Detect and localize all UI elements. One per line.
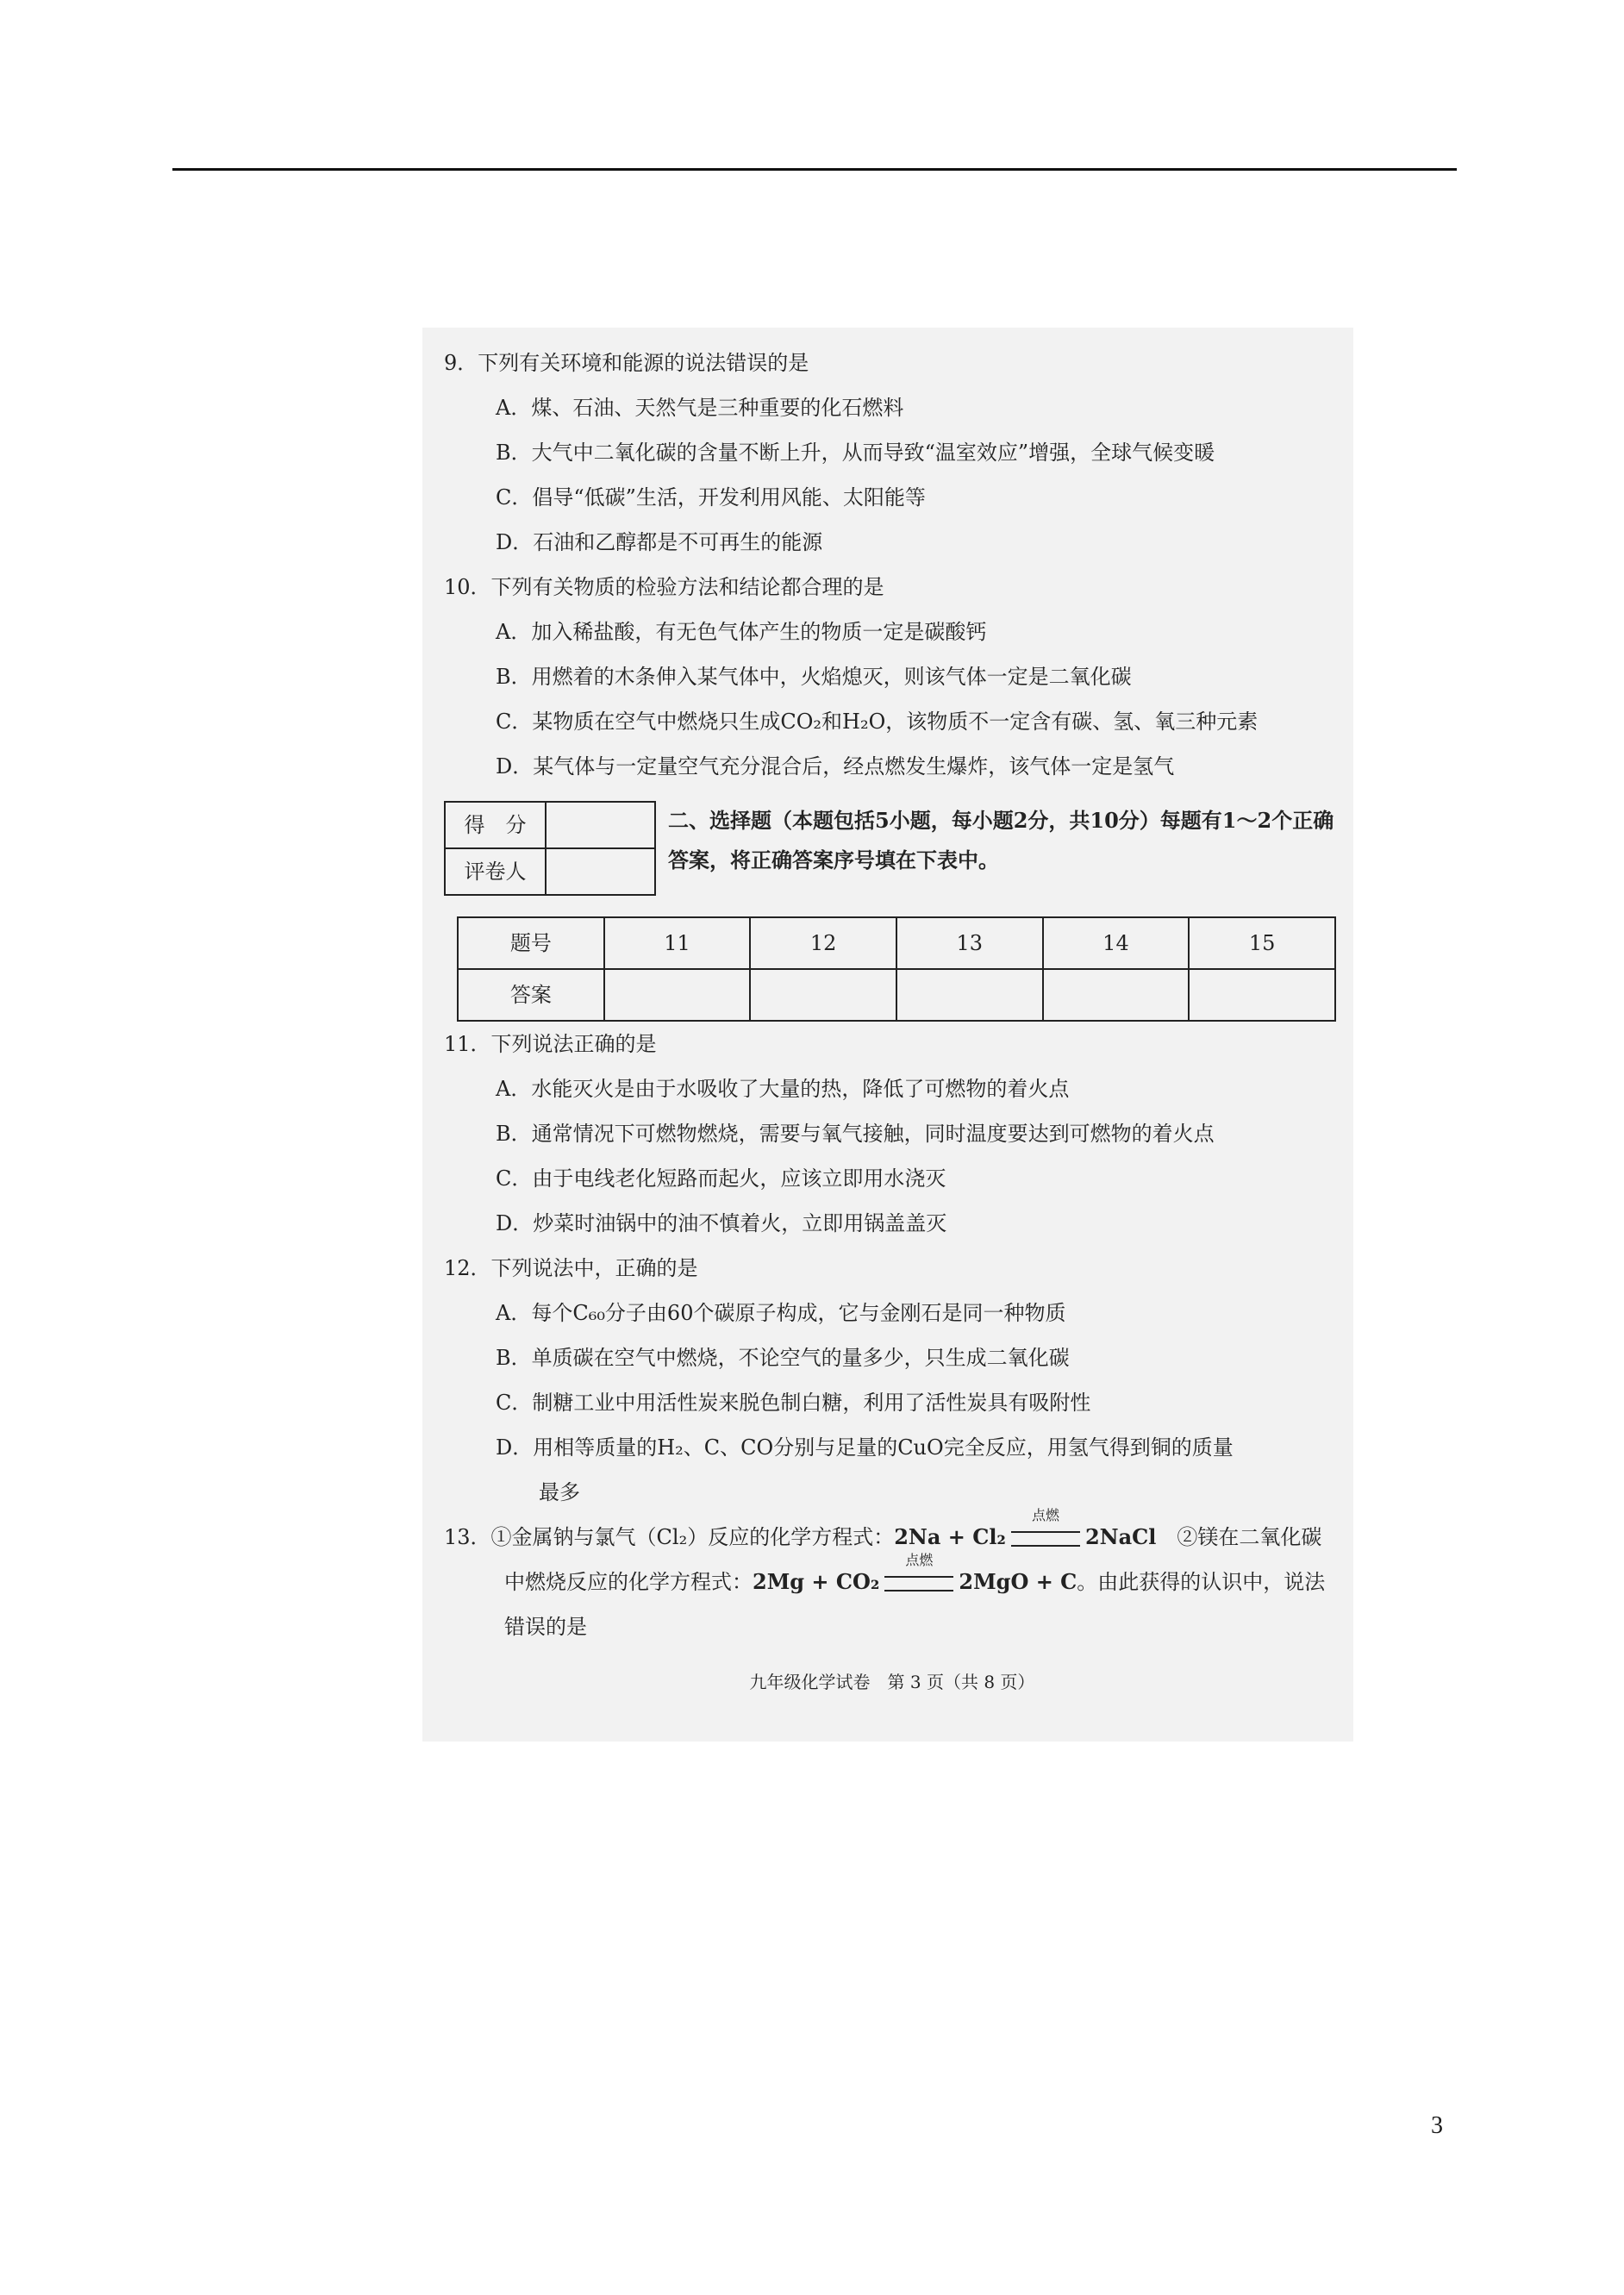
score-box bbox=[444, 801, 656, 896]
q13-text: ②镁在二氧化碳 bbox=[1177, 1525, 1322, 1549]
option-d: D．石油和乙醇都是不可再生的能源 bbox=[496, 530, 823, 554]
option-a: A．加入稀盐酸，有无色气体产生的物质一定是碳酸钙 bbox=[496, 620, 987, 644]
top-rule bbox=[172, 168, 1457, 171]
page-footer: 九年级化学试卷 第 3 页（共 8 页） bbox=[749, 1672, 1035, 1692]
question-stem: 12．下列说法中，正确的是 bbox=[444, 1256, 698, 1280]
answer-cell[interactable] bbox=[604, 969, 751, 1021]
option-c: C．由于电线老化短路而起火，应该立即用水浇灭 bbox=[496, 1166, 946, 1191]
table-row bbox=[458, 917, 1335, 969]
score-label: 得 分 bbox=[445, 802, 546, 848]
score-field[interactable] bbox=[546, 802, 655, 848]
option-c: C．倡导“低碳”生活，开发利用风能、太阳能等 bbox=[496, 485, 926, 510]
answer-table bbox=[457, 916, 1336, 1022]
q13-text: 13．①金属钠与氯气（Cl₂）反应的化学方程式： bbox=[444, 1525, 895, 1549]
reaction-condition: 点燃 bbox=[1031, 1506, 1059, 1523]
option-a: A．每个C₆₀分子由60个碳原子构成，它与金刚石是同一种物质 bbox=[496, 1301, 1066, 1325]
grader-field[interactable] bbox=[546, 848, 655, 895]
option-b: B．通常情况下可燃物燃烧，需要与氧气接触，同时温度要达到可燃物的着火点 bbox=[496, 1122, 1215, 1146]
equation-1-right: 2NaCl bbox=[1084, 1524, 1157, 1549]
question-13-line-3: 错误的是 bbox=[504, 1615, 587, 1639]
equation-2-left: 2Mg + CO₂ bbox=[753, 1569, 880, 1594]
equation-1-left: 2Na + Cl₂ bbox=[894, 1524, 1006, 1549]
question-13-line-2 bbox=[444, 1551, 1340, 1604]
question-number-cell: 12 bbox=[750, 917, 896, 969]
section-2-header bbox=[444, 801, 1340, 904]
question-13 bbox=[444, 1506, 1340, 1649]
q13-text: 中燃烧反应的化学方程式： bbox=[504, 1570, 753, 1594]
option-b: B．大气中二氧化碳的含量不断上升，从而导致“温室效应”增强，全球气候变暖 bbox=[496, 441, 1215, 465]
option-d: D．某气体与一定量空气充分混合后，经点燃发生爆炸，该气体一定是氢气 bbox=[496, 754, 1175, 779]
option-d: D．用相等质量的H₂、C、CO分别与足量的CuO完全反应，用氢气得到铜的质量 bbox=[496, 1435, 1234, 1460]
table-row bbox=[458, 969, 1335, 1021]
answer-cell[interactable] bbox=[1043, 969, 1190, 1021]
question-number-cell: 15 bbox=[1189, 917, 1335, 969]
option-c: C．某物质在空气中燃烧只生成CO₂和H₂O，该物质不一定含有碳、氢、氧三种元素 bbox=[496, 710, 1259, 734]
exam-content bbox=[444, 341, 1340, 1704]
page-number: 3 bbox=[1431, 2112, 1443, 2139]
option-b: B．用燃着的木条伸入某气体中，火焰熄灭，则该气体一定是二氧化碳 bbox=[496, 665, 1132, 689]
option-d: D．炒菜时油锅中的油不慎着火，立即用锅盖盖灭 bbox=[496, 1211, 947, 1235]
reaction-arrow bbox=[1011, 1506, 1080, 1547]
option-a: A．煤、石油、天然气是三种重要的化石燃料 bbox=[496, 396, 904, 420]
grader-label: 评卷人 bbox=[445, 848, 546, 895]
equation-2-right: 2MgO + C bbox=[959, 1569, 1077, 1594]
question-number-label: 题号 bbox=[458, 917, 604, 969]
reaction-arrow bbox=[884, 1551, 953, 1591]
question-number-cell: 13 bbox=[896, 917, 1043, 969]
question-9 bbox=[444, 341, 1340, 565]
reaction-condition: 点燃 bbox=[905, 1551, 934, 1568]
option-a: A．水能灭火是由于水吸收了大量的热，降低了可燃物的着火点 bbox=[496, 1077, 1070, 1101]
answer-cell[interactable] bbox=[1189, 969, 1335, 1021]
q13-text: 。由此获得的认识中，说法 bbox=[1077, 1570, 1326, 1594]
question-number-cell: 11 bbox=[604, 917, 751, 969]
question-stem: 10．下列有关物质的检验方法和结论都合理的是 bbox=[444, 575, 884, 599]
answer-cell[interactable] bbox=[750, 969, 896, 1021]
option-b: B．单质碳在空气中燃烧，不论空气的量多少，只生成二氧化碳 bbox=[496, 1346, 1070, 1370]
question-number-cell: 14 bbox=[1043, 917, 1190, 969]
option-c: C．制糖工业中用活性炭来脱色制白糖，利用了活性炭具有吸附性 bbox=[496, 1391, 1091, 1415]
section-2-title: 二、选择题（本题包括5小题，每小题2分，共10分）每题有1～2个正确答案，将正确答案序号填在下表中。 bbox=[668, 808, 1334, 872]
answer-cell[interactable] bbox=[896, 969, 1043, 1021]
answer-label: 答案 bbox=[458, 969, 604, 1021]
option-d-continuation: 最多 bbox=[539, 1480, 580, 1504]
question-11 bbox=[444, 1022, 1340, 1246]
question-12 bbox=[444, 1246, 1340, 1515]
question-stem: 11．下列说法正确的是 bbox=[444, 1032, 657, 1056]
question-stem: 9．下列有关环境和能源的说法错误的是 bbox=[444, 351, 809, 375]
question-10 bbox=[444, 565, 1340, 789]
